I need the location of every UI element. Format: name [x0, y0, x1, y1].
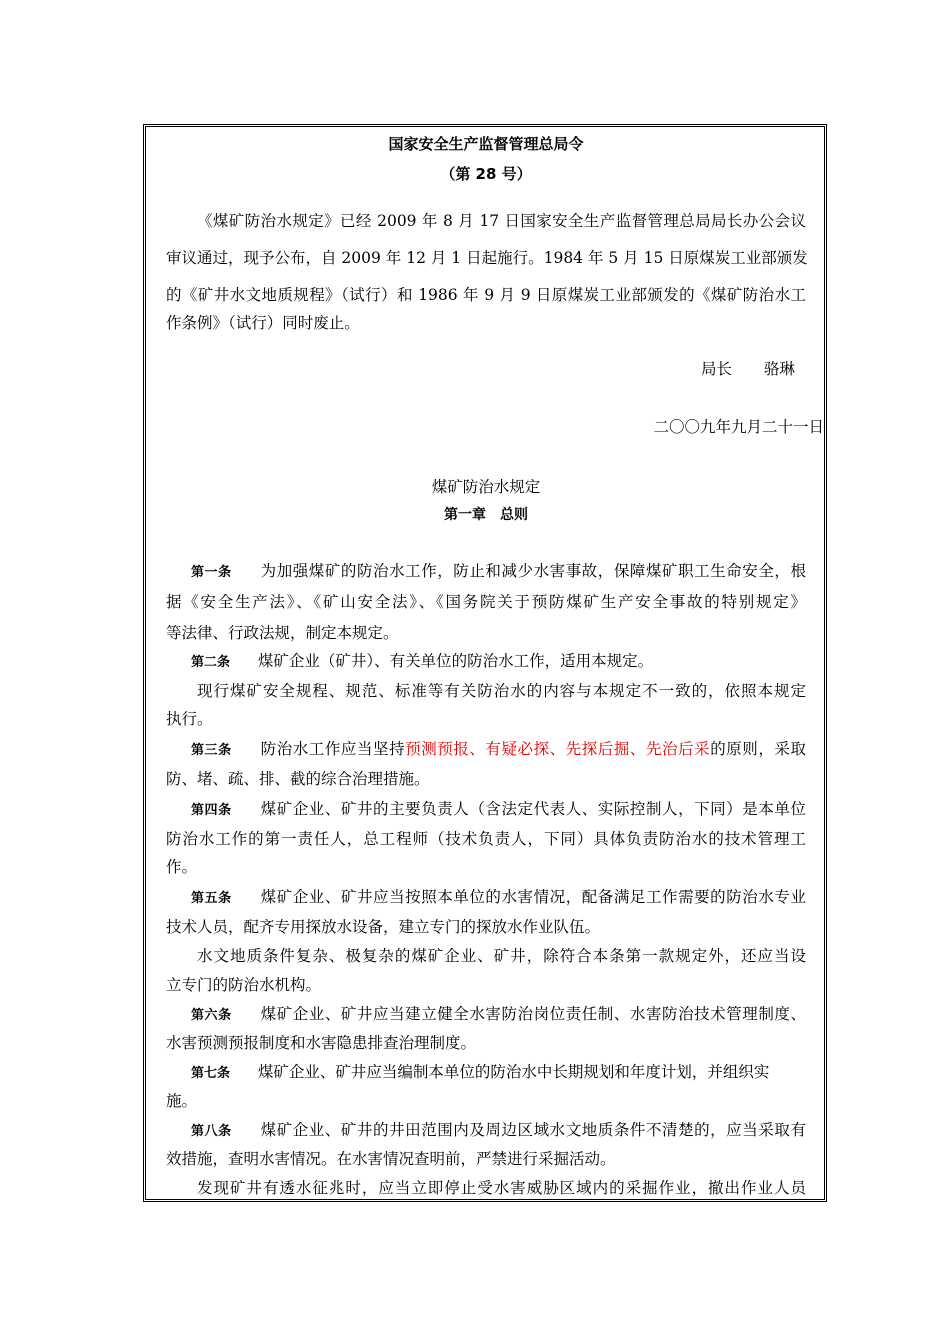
article-2-para-2-line-2: 执行。 [166, 710, 213, 728]
article-3-line-2: 防、堵、疏、排、截的综合治理措施。 [166, 770, 430, 788]
article-8-line-2: 效措施，查明水害情况。在水害情况查明前，严禁进行采掘活动。 [166, 1150, 616, 1168]
signature [701, 359, 821, 379]
article-7-line-1 [166, 1062, 827, 1084]
article-6-label: 第六条 [191, 1008, 232, 1023]
article-2-line-1 [166, 651, 827, 673]
article-1-line-1 [166, 561, 806, 583]
article-8-line-1 [166, 1120, 806, 1142]
article-6-text: 煤矿企业、矿井应当建立健全水害防治岗位责任制、水害防治技术管理制度、 [260, 1005, 806, 1023]
article-1-label: 第一条 [191, 565, 232, 580]
article-4-line-1 [166, 799, 806, 821]
decree-title: 国家安全生产监督管理总局令 [388, 135, 584, 153]
article-4-line-3: 作。 [166, 858, 198, 876]
chapter-heading: 第一章 总则 [444, 507, 528, 523]
document-frame [143, 124, 827, 1202]
article-3-principles-highlight: 预测预报、有疑必探、先探后掘、先治后采 [405, 740, 711, 758]
article-5-para-2-line-2: 立专门的防治水机构。 [166, 976, 322, 994]
article-5-line-1 [166, 887, 806, 909]
signature-role: 局长 [701, 360, 733, 378]
article-7-text: 煤矿企业、矿井应当编制本单位的防治水中长期规划和年度计划，并组织实 [257, 1063, 770, 1081]
article-2-label: 第二条 [191, 655, 231, 670]
regulation-title: 煤矿防治水规定 [431, 478, 541, 496]
article-6-line-2: 水害预测预报制度和水害隐患排查治理制度。 [166, 1034, 477, 1052]
article-3-line-1 [166, 739, 806, 761]
signature-name: 骆琳 [763, 360, 795, 378]
article-5-label: 第五条 [191, 891, 232, 906]
article-3-text-post: 的原则，采取 [710, 740, 806, 758]
article-1-line-2: 据《安全生产法》、《矿山安全法》、《国务院关于预防煤矿生产安全事故的特别规定》 [166, 593, 806, 611]
article-8-para-2-line-1: 发现矿井有透水征兆时，应当立即停止受水害威胁区域内的采掘作业，撤出作业人员 [197, 1179, 806, 1197]
preamble-line-2: 审议通过，现予公布，自 2009 年 12 月 1 日起施行。1984 年 5 月 15 日原煤炭工业部颁发 [166, 249, 808, 267]
preamble-line-3: 的《矿井水文地质规程》（试行）和 1986 年 9 月 9 日原煤炭工业部颁发的《煤矿防治水工 [166, 286, 806, 304]
article-2-text: 煤矿企业（矿井）、有关单位的防治水工作，适用本规定。 [257, 652, 654, 670]
article-1-line-3: 等法律、行政法规，制定本规定。 [166, 624, 399, 642]
article-5-line-2: 技术人员，配齐专用探放水设备，建立专门的探放水作业队伍。 [166, 918, 601, 936]
article-3-text-pre: 防治水工作应当坚持 [260, 740, 406, 758]
decree-number: （第 28 号） [440, 165, 532, 183]
article-7-line-2: 施。 [166, 1092, 198, 1110]
article-5-text: 煤矿企业、矿井应当按照本单位的水害情况，配备满足工作需要的防治水专业 [260, 888, 806, 906]
article-5-para-2-line-1: 水文地质条件复杂、极复杂的煤矿企业、矿井，除符合本条第一款规定外，还应当设 [197, 947, 806, 965]
article-6-line-1 [166, 1004, 806, 1026]
article-4-label: 第四条 [191, 803, 232, 818]
preamble-line-1: 《煤矿防治水规定》已经 2009 年 8 月 17 日国家安全生产监督管理总局局长办公会议 [197, 212, 806, 230]
article-1-text: 为加强煤矿的防治水工作，防止和减少水害事故，保障煤矿职工生命安全，根 [260, 562, 806, 580]
article-4-line-2: 防治水工作的第一责任人，总工程师（技术负责人，下同）具体负责防治水的技术管理工 [166, 830, 806, 848]
article-4-text: 煤矿企业、矿井的主要负责人（含法定代表人、实际控制人，下同）是本单位 [260, 800, 806, 818]
article-8-label: 第八条 [191, 1124, 232, 1139]
signature-date: 二〇〇九年九月二十一日 [653, 418, 824, 436]
article-3-label: 第三条 [191, 743, 232, 758]
article-2-para-2-line-1: 现行煤矿安全规程、规范、标准等有关防治水的内容与本规定不一致的，依照本规定 [197, 682, 806, 700]
article-8-text: 煤矿企业、矿井的井田范围内及周边区域水文地质条件不清楚的，应当采取有 [260, 1121, 806, 1139]
article-7-label: 第七条 [191, 1066, 231, 1081]
preamble-line-4: 作条例》（试行）同时废止。 [166, 314, 360, 332]
